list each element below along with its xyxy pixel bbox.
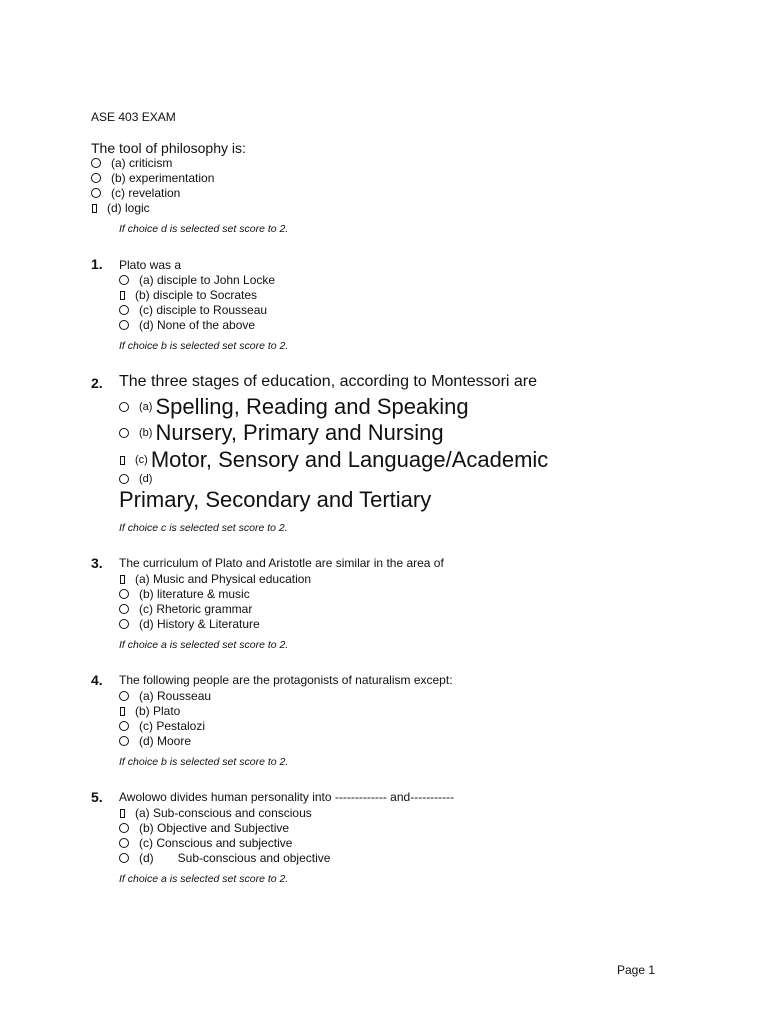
radio-unselected-icon[interactable]: [119, 320, 129, 330]
question-2-number: 2.: [91, 375, 103, 391]
radio-unselected-icon[interactable]: [119, 736, 129, 746]
radio-unselected-icon[interactable]: [119, 619, 129, 629]
selected-marker-icon[interactable]: [120, 291, 125, 300]
q1-score-note: If choice b is selected set score to 2.: [119, 340, 289, 352]
q5-score-note: If choice a is selected set score to 2.: [119, 873, 289, 885]
q1-option-b[interactable]: (b) disciple to Socrates: [119, 288, 257, 302]
radio-unselected-icon[interactable]: [119, 474, 129, 484]
q5-option-a[interactable]: (a) Sub-conscious and conscious: [119, 806, 312, 820]
radio-unselected-icon[interactable]: [119, 589, 129, 599]
q3-option-c[interactable]: (c) Rhetoric grammar: [119, 602, 252, 616]
radio-unselected-icon[interactable]: [119, 604, 129, 614]
exam-title: ASE 403 EXAM: [91, 110, 176, 124]
q2-option-c[interactable]: (c) Motor, Sensory and Language/Academic: [119, 447, 548, 473]
q2-option-d-text: Primary, Secondary and Tertiary: [119, 487, 432, 512]
radio-unselected-icon[interactable]: [119, 853, 129, 863]
q4-score-note: If choice b is selected set score to 2.: [119, 756, 289, 768]
q2-option-b[interactable]: (b) Nursery, Primary and Nursing: [119, 420, 444, 446]
radio-unselected-icon[interactable]: [91, 173, 101, 183]
q0-option-b[interactable]: (b) experimentation: [91, 171, 214, 185]
q2-score-note: If choice c is selected set score to 2.: [119, 522, 288, 534]
q3-score-note: If choice a is selected set score to 2.: [119, 639, 289, 651]
question-3-number: 3.: [91, 555, 103, 571]
q3-option-a[interactable]: (a) Music and Physical education: [119, 572, 311, 586]
question-0-text: The tool of philosophy is:: [91, 140, 246, 156]
selected-marker-icon[interactable]: [120, 809, 125, 818]
q1-option-a[interactable]: (a) disciple to John Locke: [119, 273, 275, 287]
question-5-text: Awolowo divides human personality into ------------- and-----------: [119, 790, 455, 804]
q3-option-b[interactable]: (b) literature & music: [119, 587, 250, 601]
question-1-text: Plato was a: [119, 258, 182, 272]
question-3-text: The curriculum of Plato and Aristotle are similar in the area of: [119, 556, 444, 570]
radio-unselected-icon[interactable]: [119, 275, 129, 285]
q4-option-d[interactable]: (d) Moore: [119, 734, 191, 748]
selected-marker-icon[interactable]: [120, 707, 125, 716]
radio-unselected-icon[interactable]: [119, 823, 129, 833]
question-1-number: 1.: [91, 256, 103, 272]
q1-option-d[interactable]: (d) None of the above: [119, 318, 255, 332]
q1-option-c[interactable]: (c) disciple to Rousseau: [119, 303, 267, 317]
radio-unselected-icon[interactable]: [91, 158, 101, 168]
radio-unselected-icon[interactable]: [119, 691, 129, 701]
radio-unselected-icon[interactable]: [119, 721, 129, 731]
q0-option-c[interactable]: (c) revelation: [91, 186, 180, 200]
selected-marker-icon[interactable]: [120, 456, 125, 465]
q4-option-c[interactable]: (c) Pestalozi: [119, 719, 205, 733]
question-2-text: The three stages of education, according to Montessori are: [119, 373, 538, 390]
q4-option-a[interactable]: (a) Rousseau: [119, 689, 211, 703]
question-5-number: 5.: [91, 789, 103, 805]
radio-unselected-icon[interactable]: [119, 428, 129, 438]
radio-unselected-icon[interactable]: [91, 188, 101, 198]
q2-option-a[interactable]: (a) Spelling, Reading and Speaking: [119, 394, 469, 420]
page-number: Page 1: [617, 963, 656, 977]
q5-option-d[interactable]: (d) Sub-conscious and objective: [119, 851, 330, 865]
q0-option-a[interactable]: (a) criticism: [91, 156, 172, 170]
radio-unselected-icon[interactable]: [119, 838, 129, 848]
q4-option-b[interactable]: (b) Plato: [119, 704, 180, 718]
q0-option-d[interactable]: (d) logic: [91, 201, 150, 215]
q5-option-b[interactable]: (b) Objective and Subjective: [119, 821, 289, 835]
radio-unselected-icon[interactable]: [119, 305, 129, 315]
selected-marker-icon[interactable]: [92, 204, 97, 213]
q0-score-note: If choice d is selected set score to 2.: [119, 223, 289, 235]
q5-option-c[interactable]: (c) Conscious and subjective: [119, 836, 292, 850]
question-4-text: The following people are the protagonists of naturalism except:: [119, 673, 453, 687]
selected-marker-icon[interactable]: [120, 575, 125, 584]
question-4-number: 4.: [91, 672, 103, 688]
q3-option-d[interactable]: (d) History & Literature: [119, 617, 260, 631]
q2-option-d[interactable]: (d): [119, 473, 155, 485]
radio-unselected-icon[interactable]: [119, 402, 129, 412]
